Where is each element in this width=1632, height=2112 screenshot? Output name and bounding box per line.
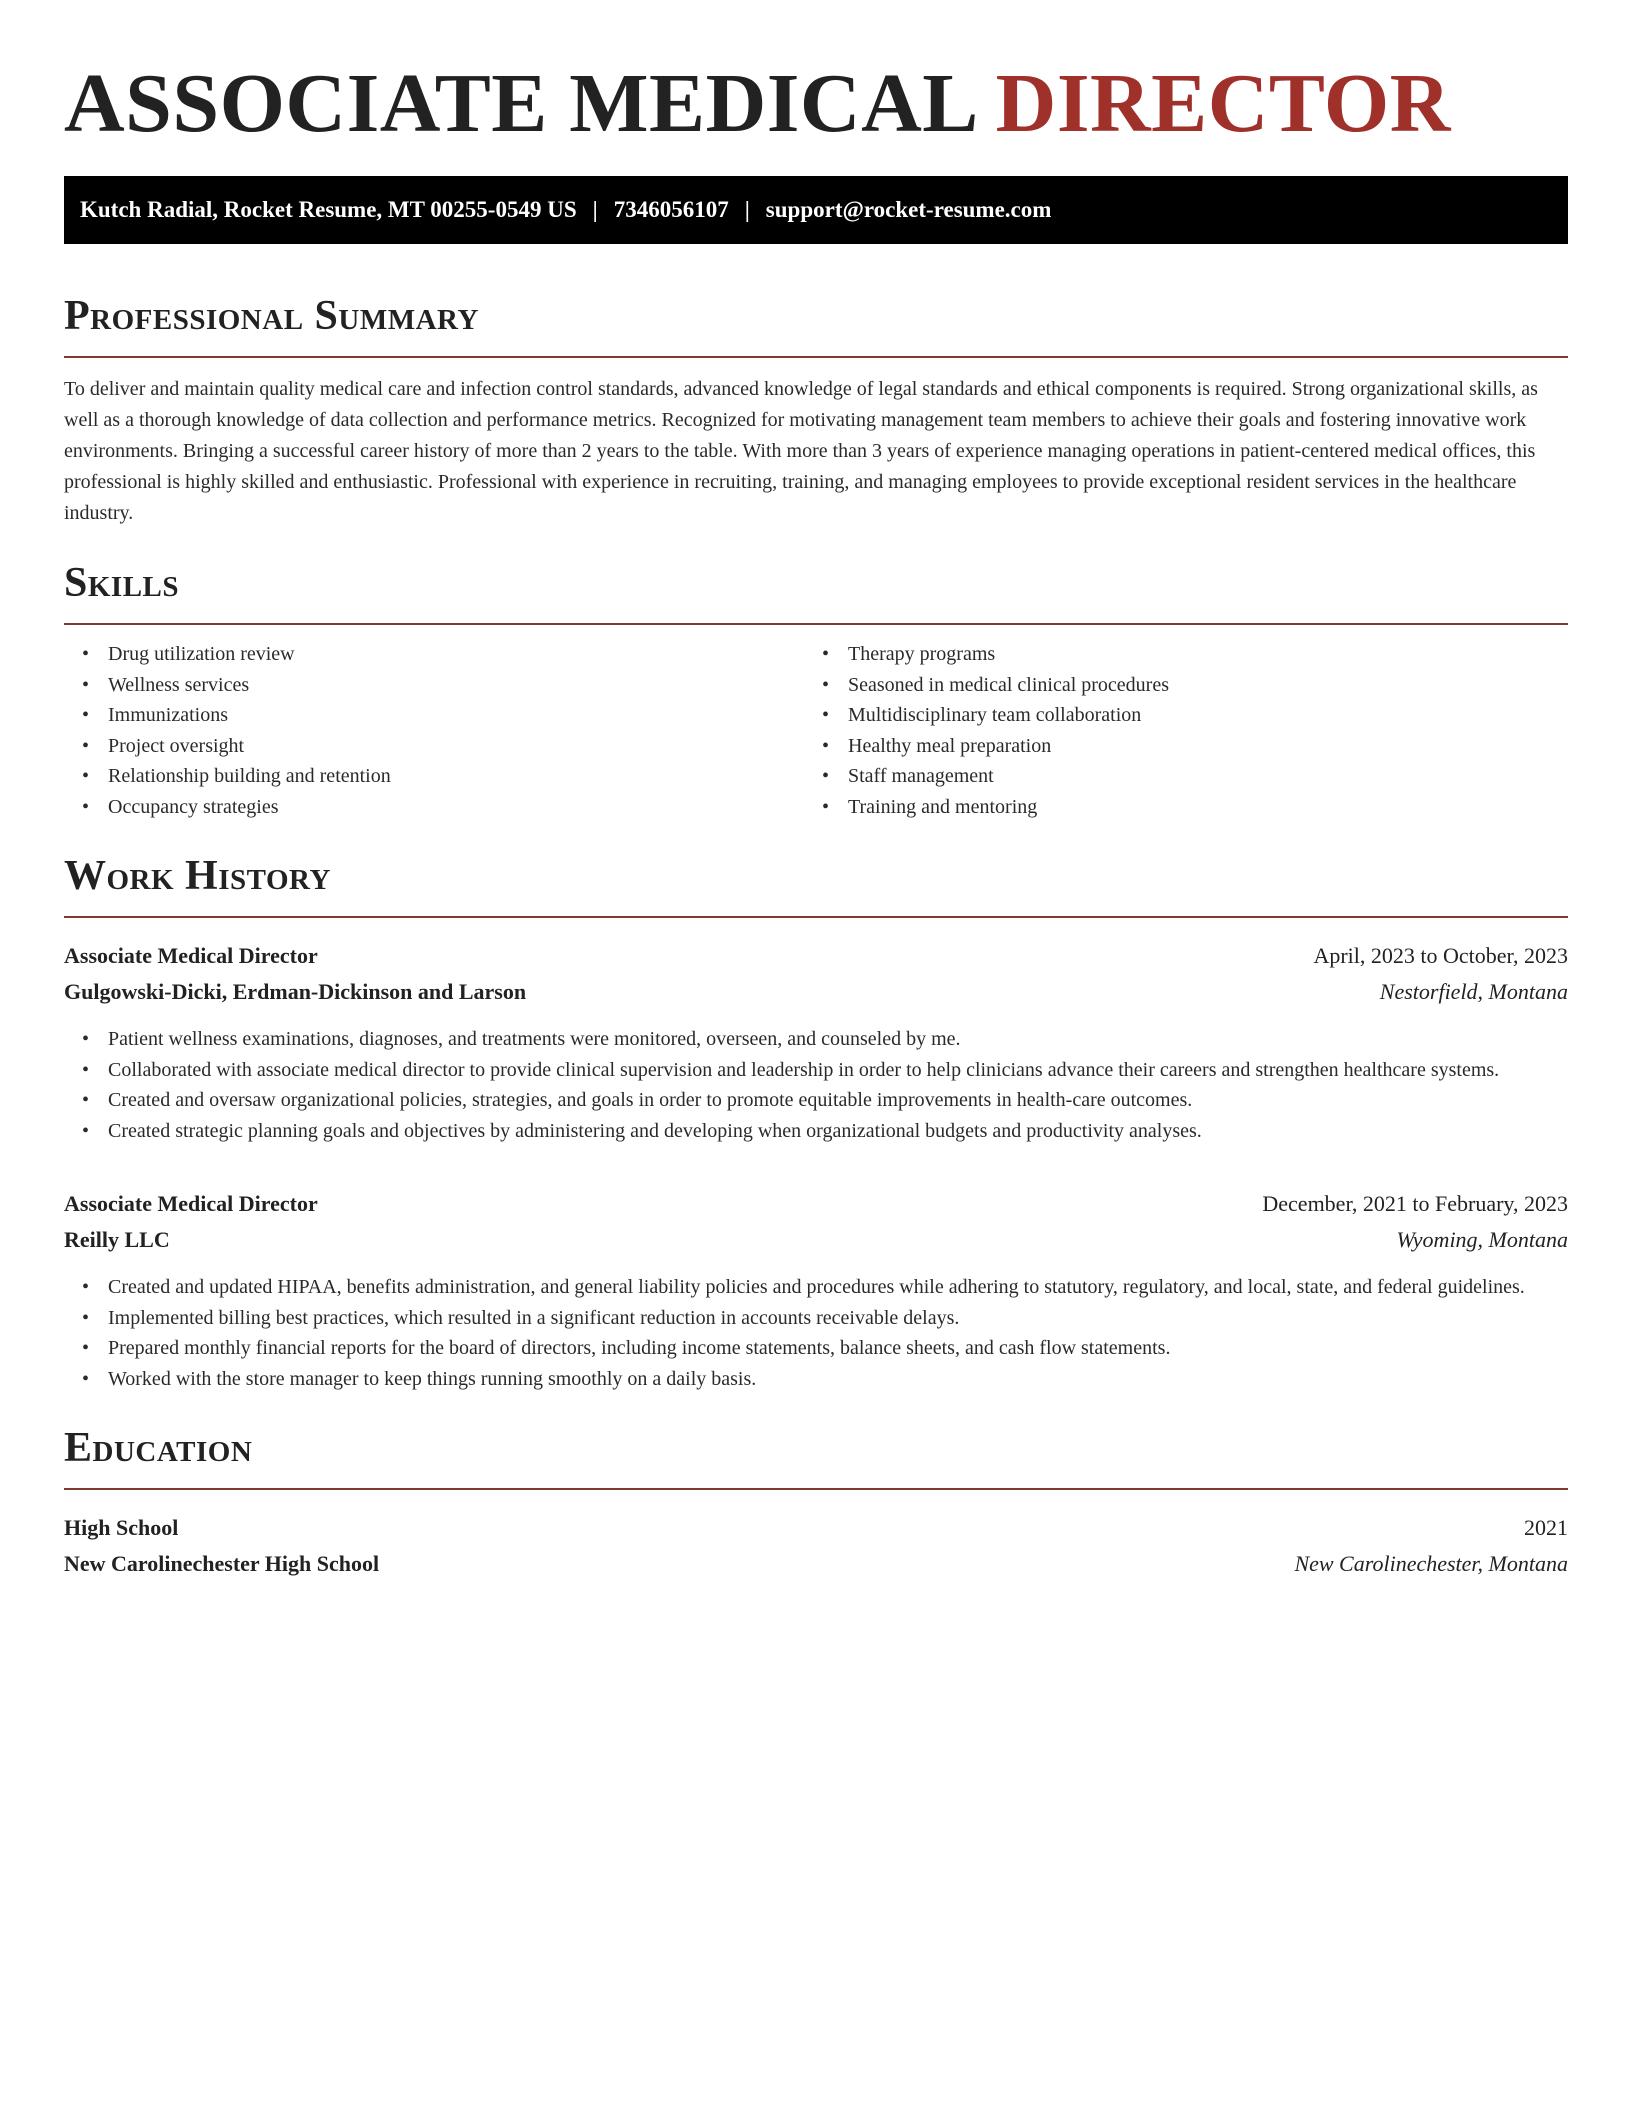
- job-title: Associate Medical Director: [64, 1191, 318, 1216]
- education-entry: [64, 1510, 1568, 1582]
- skills-list-left: [64, 639, 804, 822]
- skill-item: • Immunizations: [108, 700, 804, 731]
- education-header-row: [64, 1510, 1568, 1546]
- job-dates: December, 2021 to February, 2023: [1262, 1191, 1568, 1216]
- job-location: Nestorfield, Montana: [1379, 979, 1568, 1004]
- contact-bar: [64, 176, 1568, 244]
- contact-email[interactable]: support@rocket-resume.com: [765, 197, 1052, 222]
- section-divider: [64, 356, 1568, 358]
- skills-list-right: [804, 639, 1568, 822]
- skill-item: • Multidisciplinary team collaboration: [848, 700, 1568, 731]
- education-section: [64, 1422, 1568, 1582]
- skill-item: • Seasoned in medical clinical procedures: [848, 670, 1568, 701]
- skill-item: • Wellness services: [108, 670, 804, 701]
- job-company: Gulgowski-Dicki, Erdman-Dickinson and Larson: [64, 979, 527, 1004]
- job-bullet: • Patient wellness examinations, diagnoses, and treatments were monitored, overseen, and counseled by me.: [108, 1024, 1568, 1055]
- skill-item: • Staff management: [848, 761, 1568, 792]
- job-bullets: [64, 1024, 1568, 1146]
- job-bullet: • Created and oversaw organizational policies, strategies, and goals in order to promote equitable improvements in health-care outcomes.: [108, 1085, 1568, 1116]
- job-dates: April, 2023 to October, 2023: [1313, 943, 1568, 968]
- skill-item: • Occupancy strategies: [108, 792, 804, 823]
- contact-separator: |: [592, 197, 598, 222]
- job-entry: [64, 1186, 1568, 1394]
- section-divider: [64, 916, 1568, 918]
- job-company: Reilly LLC: [64, 1227, 170, 1252]
- contact-separator: |: [744, 197, 750, 222]
- contact-phone[interactable]: 7346056107: [613, 197, 729, 222]
- skill-item: • Relationship building and retention: [108, 761, 804, 792]
- job-company-row: [64, 1222, 1568, 1258]
- job-bullet: • Prepared monthly financial reports for the board of directors, including income statements, balance sheets, and cash flow statements.: [108, 1333, 1568, 1364]
- section-title-summary: Professional Summary: [64, 293, 479, 339]
- job-header-row: [64, 938, 1568, 974]
- contact-address: Kutch Radial, Rocket Resume, MT 00255-0549 US: [80, 197, 577, 222]
- name-main: ASSOCIATE MEDICAL: [64, 57, 996, 150]
- job-bullet: • Created and updated HIPAA, benefits administration, and general liability policies and procedures while adhering to statutory, regulatory, and local, state, and federal guidelines.: [108, 1272, 1568, 1303]
- section-title-skills: Skills: [64, 560, 180, 606]
- job-title: Associate Medical Director: [64, 943, 318, 968]
- summary-section: [64, 290, 1568, 529]
- skill-item: • Project oversight: [108, 731, 804, 762]
- section-divider: [64, 1488, 1568, 1490]
- skill-item: • Training and mentoring: [848, 792, 1568, 823]
- education-year: 2021: [1524, 1515, 1568, 1540]
- education-school: New Carolinechester High School: [64, 1551, 380, 1576]
- skills-section: [64, 557, 1568, 822]
- skills-grid: [64, 639, 1568, 822]
- job-company-row: [64, 974, 1568, 1010]
- job-bullet: • Collaborated with associate medical director to provide clinical supervision and leadership in order to help clinicians advance their careers and strengthen healthcare systems.: [108, 1055, 1568, 1086]
- job-bullet: • Created strategic planning goals and objectives by administering and developing when organizational budgets and productivity analyses.: [108, 1116, 1568, 1147]
- skill-item: • Therapy programs: [848, 639, 1568, 670]
- skill-item: • Healthy meal preparation: [848, 731, 1568, 762]
- job-bullet: • Implemented billing best practices, which resulted in a significant reduction in accounts receivable delays.: [108, 1303, 1568, 1334]
- education-degree: High School: [64, 1515, 179, 1540]
- job-entry: [64, 938, 1568, 1146]
- job-bullets: [64, 1272, 1568, 1394]
- education-school-row: [64, 1546, 1568, 1582]
- resume-name: [64, 56, 1568, 152]
- skill-item: • Drug utilization review: [108, 639, 804, 670]
- summary-text: To deliver and maintain quality medical care and infection control standards, advanced knowledge of legal standards and ethical components is required. Strong organizational skills, as well as a thorough knowledge of data collection and performance metrics. Recognized for motivating management team members to achieve their goals and fostering innovative work environments. Bringing a successful career history of more than 2 years to the table. With more than 3 years of experience managing operations in patient-centered medical offices, this professional is highly skilled and enthusiastic. Professional with experience in recruiting, training, and managing employees to provide exceptional resident services in the healthcare industry.: [64, 378, 1538, 524]
- job-bullet: • Worked with the store manager to keep things running smoothly on a daily basis.: [108, 1364, 1568, 1395]
- section-title-education: Education: [64, 1425, 253, 1471]
- education-location: New Carolinechester, Montana: [1294, 1551, 1568, 1576]
- job-header-row: [64, 1186, 1568, 1222]
- section-title-work-history: Work History: [64, 853, 331, 899]
- work-history-section: [64, 850, 1568, 1394]
- section-divider: [64, 623, 1568, 625]
- name-accent: DIRECTOR: [995, 57, 1451, 150]
- job-location: Wyoming, Montana: [1396, 1227, 1568, 1252]
